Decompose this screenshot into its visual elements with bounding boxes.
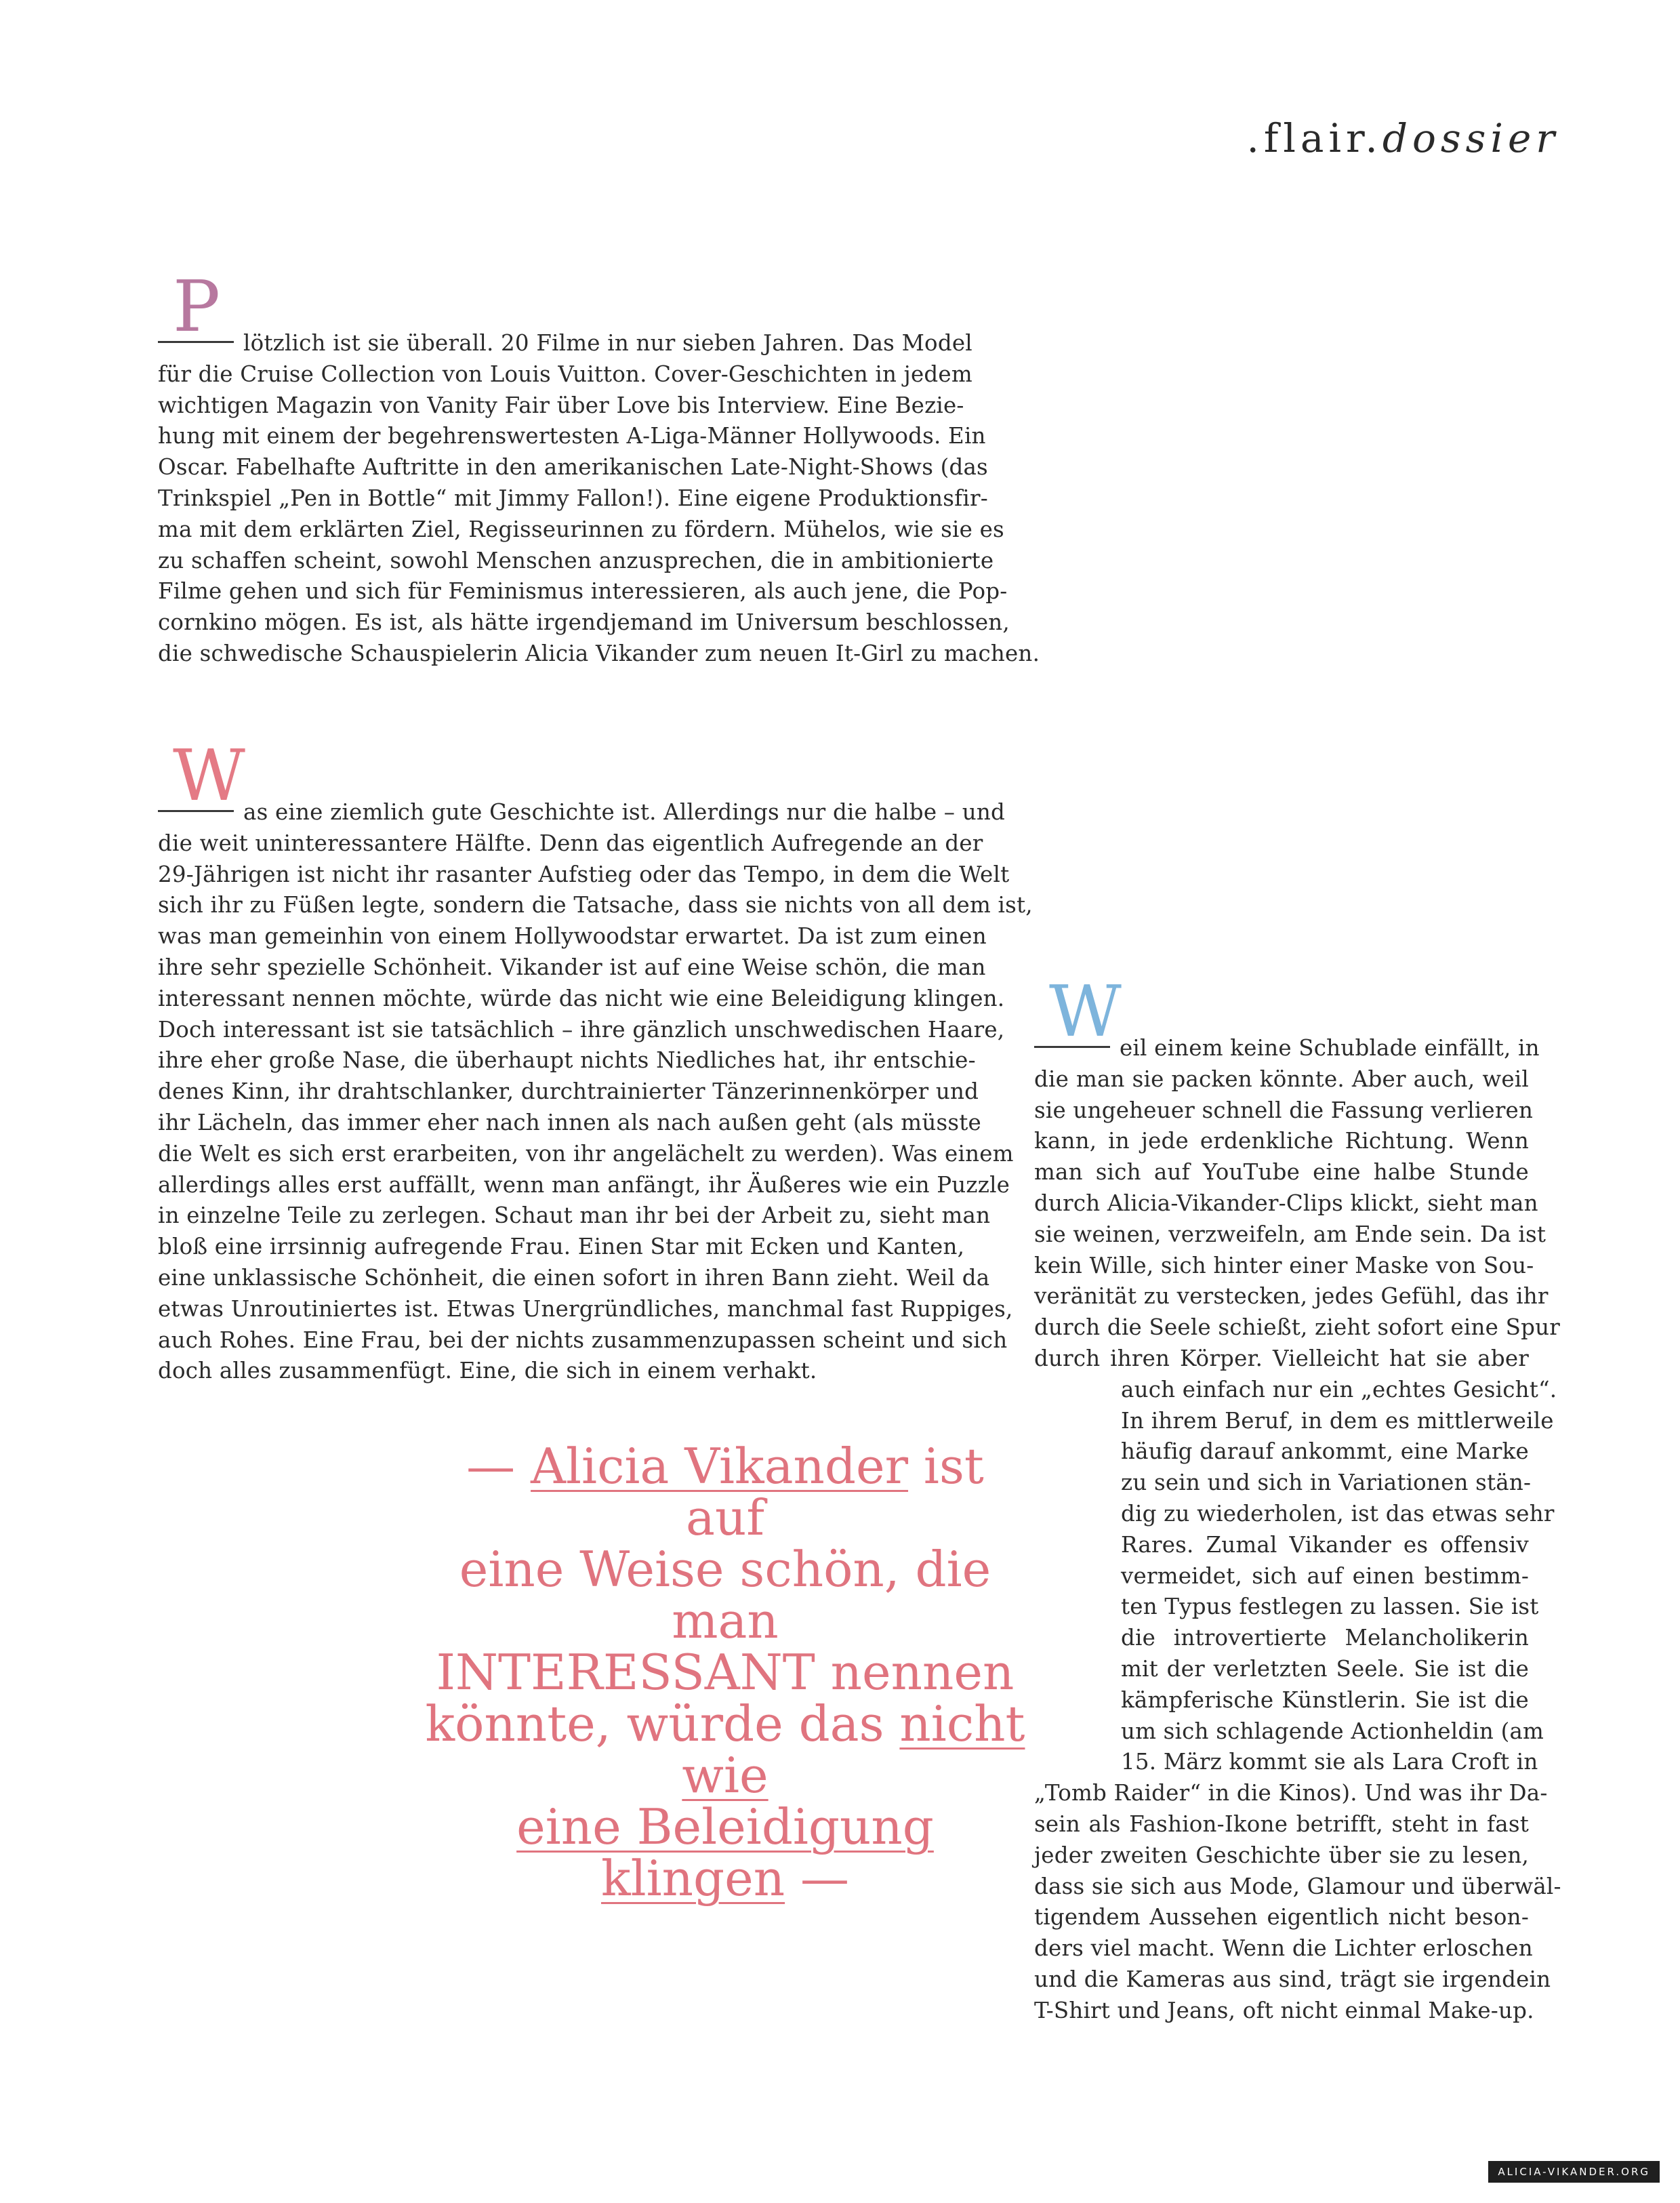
quote-text-5u: eine Beleidigung klingen [516, 1798, 934, 1907]
quote-line-2: eine Weise schön, die man [459, 1541, 991, 1649]
text-line: kämpferische Künstlerin. Sie ist die [1121, 1686, 1529, 1713]
quote-text-1: ist auf [686, 1438, 984, 1546]
text-line: dass sie sich aus Mode, Glamour und überwäl- [1034, 1873, 1561, 1899]
drop-rule [158, 341, 234, 343]
text-line: as eine ziemlich gute Geschichte ist. Allerdings nur die halbe – und [158, 797, 962, 828]
text-line: ihre sehr spezielle Schönheit. Vikander ist auf eine Weise schön, die man [158, 954, 986, 980]
drop-cap-2: W [173, 734, 246, 817]
quote-text-4a: könnte, würde das [425, 1695, 900, 1752]
quote-name-link: Alicia Vikander [531, 1438, 909, 1495]
text-line: für die Cruise Collection von Louis Vuitton. Cover-Geschichten in jedem [158, 361, 972, 387]
paragraph-3-indented [1034, 1375, 1557, 1778]
text-line: vermeidet, sich auf einen bestimm- [1121, 1562, 1529, 1589]
text-line: Rares. Zumal Vikander es offensiv [1121, 1531, 1529, 1558]
paragraph-3 [1034, 970, 1561, 2027]
pull-quote [420, 1438, 1030, 1907]
paragraph-1 [158, 265, 1040, 670]
text-line: durch die Seele schießt, zieht sofort eine Spur [1034, 1314, 1560, 1341]
paragraph-2-body [158, 797, 1033, 1387]
text-line: sie ungeheuer schnell die Fassung verlieren [1034, 1097, 1534, 1123]
header-prefix: .flair. [1246, 115, 1382, 161]
text-line: ders viel macht. Wenn die Lichter erloschen [1034, 1935, 1533, 1962]
text-line: T-Shirt und Jeans, oft nicht einmal Make-up. [1034, 1997, 1534, 2023]
text-line: allerdings alles erst auffällt, wenn man anfängt, ihr Äußeres wie ein Puzzle [158, 1171, 1010, 1198]
text-line: die Welt es sich erst erarbeiten, von ihr angelächelt zu werden). Was einem [158, 1140, 1014, 1167]
drop-rule [158, 810, 234, 812]
header-italic: dossier [1382, 115, 1559, 161]
text-line: häufig darauf ankommt, eine Marke [1121, 1438, 1529, 1465]
quote-text-4u: nicht wie [682, 1695, 1025, 1804]
text-line: etwas Unroutiniertes ist. Etwas Unergründliches, manchmal fast Ruppiges, [158, 1295, 1013, 1322]
text-line: durch Alicia-Vikander-Clips klickt, sieht man [1034, 1190, 1538, 1216]
text-line: bloß eine irrsinnig aufregende Frau. Einen Star mit Ecken und Kanten, [158, 1234, 965, 1260]
text-line: mit der verletzten Seele. Sie ist die [1121, 1655, 1529, 1682]
text-line: auch einfach nur ein „echtes Gesicht“. [1121, 1376, 1557, 1402]
text-line: ma mit dem erklärten Ziel, Regisseurinnen zu fördern. Mühelos, wie sie es [158, 516, 1004, 542]
text-line: zu schaffen scheint, sowohl Menschen anzusprechen, die in ambitionierte [158, 547, 994, 573]
text-line: sein als Fashion-Ikone betrifft, steht in fast [1034, 1811, 1529, 1837]
text-line: cornkino mögen. Es ist, als hätte irgendjemand im Universum beschlossen, [158, 609, 1010, 636]
quote-line-1 [420, 1438, 1030, 1546]
text-line: die schwedische Schauspielerin Alicia Vikander zum neuen It-Girl zu machen. [158, 640, 1040, 666]
text-line: sie weinen, verzweifeln, am Ende sein. Da ist [1034, 1221, 1546, 1247]
drop-cap-3: W [1049, 970, 1122, 1053]
text-line: denes Kinn, ihr drahtschlanker, durchtrainierter Tänzerinnenkörper und [158, 1078, 979, 1105]
section-header [1246, 115, 1559, 161]
text-line: lötzlich ist sie überall. 20 Filme in nur sieben Jahren. Das Model [158, 328, 962, 359]
paragraph-2 [158, 734, 1033, 1387]
text-line: Oscar. Fabelhafte Auftritte in den amerikanischen Late-Night-Shows (das [158, 454, 988, 481]
text-line: Trinkspiel „Pen in Bottle“ mit Jimmy Fallon!). Eine eigene Produktionsfir- [158, 485, 988, 511]
paragraph-3-tail [1034, 1778, 1561, 2026]
text-line: „Tomb Raider“ in die Kinos). Und was ihr Da- [1034, 1780, 1548, 1806]
paragraph-1-body [158, 328, 1040, 670]
text-line: ihr Lächeln, das immer eher nach innen als nach außen geht (als müsste [158, 1109, 981, 1135]
text-line: In ihrem Beruf, in dem es mittlerweile [1121, 1407, 1554, 1434]
text-line: Filme gehen und sich für Feminismus interessieren, als auch jene, die Pop- [158, 578, 1008, 605]
quote-dash-open: — [466, 1438, 531, 1495]
text-line: die man sie packen könnte. Aber auch, weil [1034, 1066, 1529, 1092]
text-line: um sich schlagende Actionheldin (am [1121, 1718, 1544, 1744]
text-line: wichtigen Magazin von Vanity Fair über Love bis Interview. Eine Bezie- [158, 392, 964, 418]
text-line: jeder zweiten Geschichte über sie zu lesen, [1034, 1842, 1529, 1868]
text-line: zu sein und sich in Variationen stän- [1121, 1470, 1532, 1496]
drop-cap-1: P [173, 265, 221, 348]
text-line: dig zu wiederholen, ist das etwas sehr [1121, 1500, 1555, 1527]
drop-rule [1034, 1046, 1110, 1048]
text-line: die weit uninteressantere Hälfte. Denn das eigentlich Aufregende an der [158, 830, 983, 856]
text-line: auch Rohes. Eine Frau, bei der nichts zusammenzupassen scheint und sich [158, 1327, 1008, 1353]
text-line: interessant nennen möchte, würde das nicht wie eine Beleidigung klingen. [158, 985, 1005, 1011]
text-line: man sich auf YouTube eine halbe Stunde [1034, 1159, 1529, 1186]
text-line: tigendem Aussehen eigentlich nicht beson- [1034, 1904, 1529, 1931]
text-line: 15. März kommt sie als Lara Croft in [1121, 1749, 1538, 1775]
text-line: doch alles zusammenfügt. Eine, die sich in einem verhakt. [158, 1358, 817, 1384]
text-line: ten Typus festlegen zu lassen. Sie ist [1121, 1594, 1539, 1620]
text-line: und die Kameras aus sind, trägt sie irgendein [1034, 1966, 1551, 1992]
text-line: die introvertierte Melancholikerin [1121, 1625, 1529, 1651]
watermark: ALICIA-VIKANDER.ORG [1488, 2161, 1660, 2183]
quote-line-5 [420, 1798, 1030, 1907]
text-line: Doch interessant ist sie tatsächlich – ihre gänzlich unschwedischen Haare, [158, 1016, 1005, 1043]
text-line: was man gemeinhin von einem Hollywoodstar erwartet. Da ist zum einen [158, 923, 987, 950]
text-line: ihre eher große Nase, die überhaupt nichts Niedliches hat, ihr entschie- [158, 1047, 976, 1074]
text-line: sich ihr zu Füßen legte, sondern die Tatsache, dass sie nichts von all dem ist, [158, 892, 1033, 918]
quote-line-3: INTERESSANT nennen [436, 1644, 1015, 1701]
text-line: kein Wille, sich hinter einer Maske von Sou- [1034, 1252, 1534, 1278]
paragraph-3-body [1034, 1033, 1560, 1375]
quote-dash-close: — [785, 1850, 849, 1907]
text-line: veränität zu verstecken, jedes Gefühl, das ihr [1034, 1283, 1549, 1310]
text-line: 29-Jährigen ist nicht ihr rasanter Aufstieg oder das Tempo, in dem die Welt [158, 861, 1010, 887]
text-line: eil einem keine Schublade einfällt, in [1034, 1033, 1529, 1064]
text-line: kann, in jede erdenkliche Richtung. Wenn [1034, 1128, 1529, 1154]
text-line: durch ihren Körper. Vielleicht hat sie aber [1034, 1345, 1529, 1371]
quote-line-4 [420, 1695, 1030, 1804]
text-line: in einzelne Teile zu zerlegen. Schaut man ihr bei der Arbeit zu, sieht man [158, 1202, 991, 1229]
text-line: eine unklassische Schönheit, die einen sofort in ihren Bann zieht. Weil da [158, 1264, 990, 1291]
text-line: hung mit einem der begehrenswertesten A-Liga-Männer Hollywoods. Ein [158, 423, 986, 449]
